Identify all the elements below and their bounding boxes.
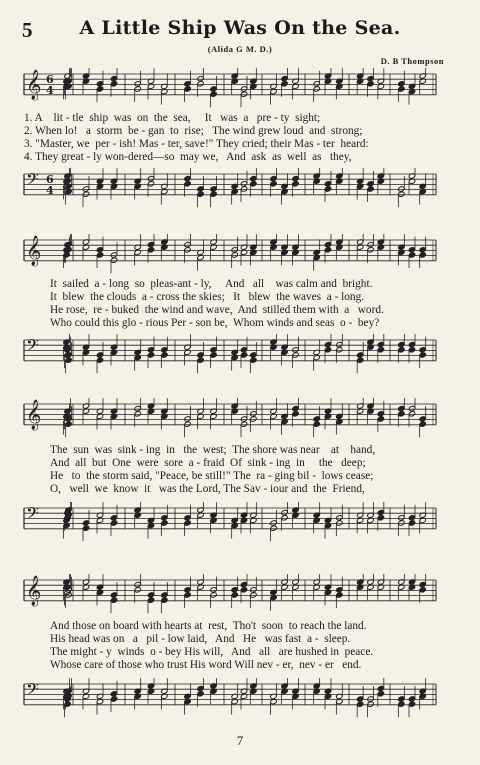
svg-text:6: 6: [46, 173, 54, 186]
lyric-verse-4: Whose care of those who trust His word Will nev - er, nev - er end.: [50, 659, 362, 671]
bass-staff: [0, 502, 480, 546]
author-name: D. B Thompson: [380, 56, 444, 66]
lyric-verse-2: And all but One were sore a - fraid Of sink - ing in the deep;: [50, 457, 366, 469]
bass-staff: [0, 334, 480, 378]
svg-text:4: 4: [46, 184, 54, 197]
lyric-verse-4: 4. They great - ly won-dered—so may we, And ask as well as they,: [24, 151, 352, 163]
svg-text:𝄞: 𝄞: [26, 70, 42, 100]
lyric-verse-2: 2. When lo! a storm be - gan to rise; The wind grew loud and strong;: [24, 125, 363, 137]
svg-text:𝄢: 𝄢: [26, 503, 39, 527]
lyric-verse-3: The might - y winds o - bey His will, And all are hushed in peace.: [50, 646, 374, 658]
lyric-verse-2: It blew the clouds a - cross the skies; It blew the waves a - long.: [50, 291, 365, 303]
bass-staff: [0, 168, 480, 212]
lyrics-block-4: [24, 620, 448, 672]
hymn-number: 5: [22, 18, 33, 42]
lyric-verse-3: He to the storm said, "Peace, be still!" The ra - ging bil - lows cease;: [50, 470, 374, 482]
svg-text:𝄞: 𝄞: [26, 236, 42, 266]
lyric-verse-4: Who could this glo - rious Per - son be, Whom winds and seas o - bey?: [50, 317, 380, 329]
svg-text:𝄢: 𝄢: [26, 169, 39, 193]
lyric-verse-3: He rose, re - buked the wind and wave, And stilled them with a word.: [50, 304, 384, 316]
bass-staff: [0, 678, 480, 722]
svg-text:𝄞: 𝄞: [26, 576, 42, 606]
lyric-verse-1: It sailed a - long so pleas-ant - ly, And all was calm and bright.: [50, 278, 373, 290]
tune-name: (Alida G M. D.): [207, 44, 273, 54]
lyrics-block-1: [24, 112, 448, 164]
lyric-verse-3: 3. "Master, we per - ish! Mas - ter, save!" They cried; their Mas - ter heard:: [24, 138, 369, 150]
lyrics-block-3: [24, 444, 448, 496]
hymn-title: A Little Ship Was On the Sea.: [79, 17, 401, 39]
svg-text:4: 4: [46, 84, 54, 97]
lyric-verse-1: 1. A lit - tle ship was on the sea, It was a pre - ty sight;: [24, 112, 321, 124]
svg-text:𝄢: 𝄢: [26, 335, 39, 359]
music-system-2: [0, 234, 480, 384]
page-number: 7: [236, 733, 244, 748]
treble-staff: [0, 234, 480, 276]
treble-staff: [0, 574, 480, 616]
svg-text:6: 6: [46, 73, 54, 86]
lyric-verse-1: And those on board with hearts at rest, Tho't soon to reach the land.: [50, 620, 367, 632]
music-system-1: [0, 68, 480, 218]
svg-text:𝄞: 𝄞: [26, 400, 42, 430]
lyrics-block-2: [24, 278, 448, 330]
lyric-verse-2: His head was on a pil - low laid, And He was fast a - sleep.: [50, 633, 351, 645]
music-system-3: [0, 398, 480, 548]
music-system-4: [0, 574, 480, 724]
lyric-verse-1: The sun was sink - ing in the west; The shore was near at hand,: [50, 444, 376, 456]
treble-staff: [0, 68, 480, 110]
svg-text:𝄢: 𝄢: [26, 679, 39, 703]
lyric-verse-4: O, well we know it was the Lord, The Sav - iour and the Friend,: [50, 483, 365, 495]
treble-staff: [0, 398, 480, 440]
